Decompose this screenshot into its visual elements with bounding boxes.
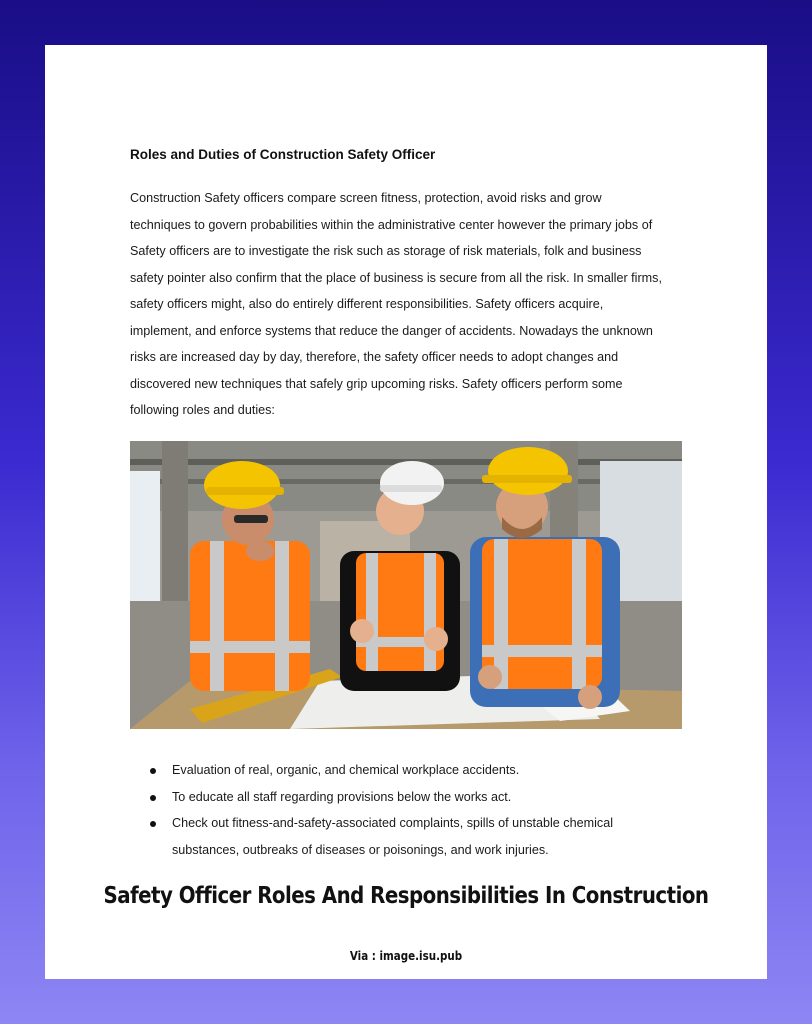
document-paragraph	[130, 185, 690, 424]
duties-bullet-list	[150, 757, 670, 863]
bullet-icon	[150, 795, 156, 801]
bullet-icon	[150, 768, 156, 774]
paragraph-line: following roles and duties:	[130, 403, 275, 417]
paragraph-line: Safety officers are to investigate the risk such as storage of risk materials, folk and business	[130, 244, 642, 258]
list-item	[150, 810, 670, 863]
bullet-icon	[150, 821, 156, 827]
safety-officers-photo	[130, 441, 682, 729]
list-item-text: Check out fitness-and-safety-associated complaints, spills of unstable chemical substances, outbreaks of diseases or poisonings, and work injuries.	[172, 816, 613, 857]
list-item-text: To educate all staff regarding provisions below the works act.	[172, 789, 512, 804]
photo-illustration	[130, 441, 682, 729]
paragraph-line: implement, and enforce systems that reduce the danger of accidents. Nowadays the unknown	[130, 323, 653, 338]
document-heading: Roles and Duties of Construction Safety Officer	[130, 147, 436, 162]
list-item-text: Evaluation of real, organic, and chemical workplace accidents.	[172, 763, 520, 777]
paragraph-line: Construction Safety officers compare screen fitness, protection, avoid risks and grow	[130, 191, 602, 205]
image-source-credit: Via : image.isu.pub	[349, 949, 463, 963]
paragraph-line: techniques to govern probabilities within the administrative center however the primary jobs of	[130, 217, 653, 232]
paragraph-line: discovered new techniques that safely grip upcoming risks. Safety officers perform some	[130, 376, 623, 391]
paragraph-line: safety pointer also confirm that the place of business is secure from all the risk. In smaller firms,	[130, 270, 662, 285]
image-caption-title: Safety Officer Roles And Responsibilities In Construction	[103, 883, 709, 909]
paragraph-line: safety officers might, also do entirely different responsibilities. Safety officers acquire,	[130, 297, 604, 311]
list-item	[150, 784, 670, 811]
paragraph-line: risks are increased day by day, therefore, the safety officer needs to adopt changes and	[130, 350, 619, 364]
list-item	[150, 757, 670, 784]
document-page	[45, 45, 767, 979]
